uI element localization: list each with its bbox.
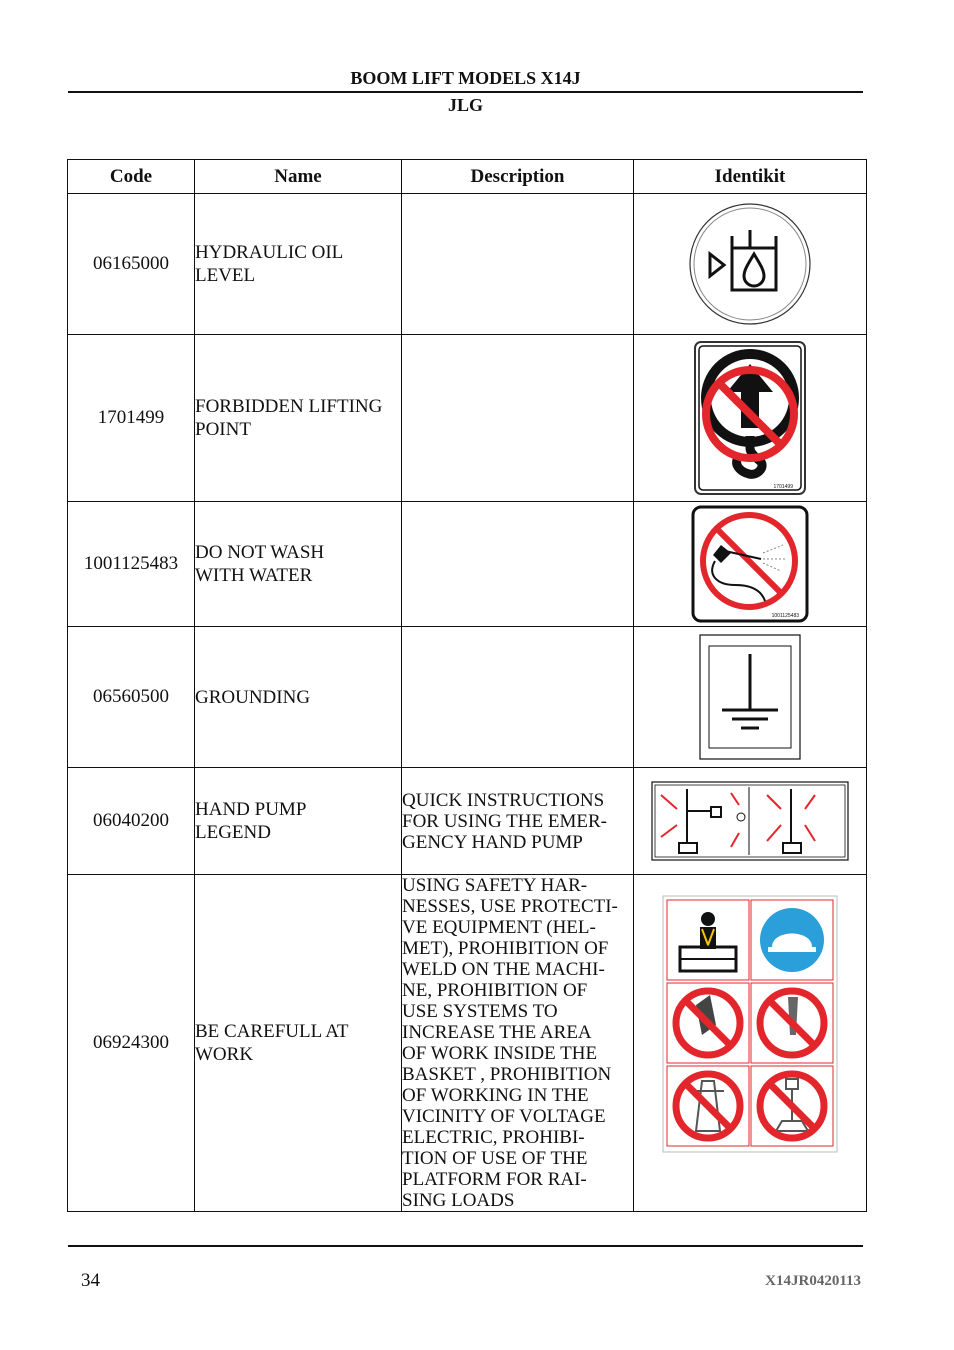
identikit-cell <box>634 502 867 627</box>
description-cell <box>402 194 634 335</box>
hydraulic-oil-level-icon <box>688 202 812 326</box>
name-line: WITH WATER <box>195 565 313 586</box>
description-line: PLATFORM FOR RAI- <box>402 1169 587 1190</box>
code-cell: 1701499 <box>68 335 195 502</box>
name-cell <box>195 194 402 335</box>
decal-table <box>67 159 867 1212</box>
no-water-wash-icon <box>691 505 809 623</box>
footer-rule <box>68 1245 863 1247</box>
brand-name: JLG <box>447 95 483 115</box>
name-line: POINT <box>195 419 251 440</box>
description-cell <box>402 502 634 627</box>
description-line: SING LOADS <box>402 1190 515 1211</box>
code-cell: 1001125483 <box>68 502 195 627</box>
name-cell <box>195 627 402 768</box>
name-line: FORBIDDEN LIFTING <box>195 396 383 417</box>
document-title: BOOM LIFT MODELS X14J <box>350 68 581 88</box>
description-line: NESSES, USE PROTECTI- <box>402 896 618 917</box>
description-line: USING SAFETY HAR- <box>402 875 588 896</box>
name-line: GROUNDING <box>195 686 311 708</box>
name-cell <box>195 875 402 1212</box>
description-line: GENCY HAND PUMP <box>402 831 583 853</box>
code-cell: 06560500 <box>68 627 195 768</box>
description-line: ELECTRIC, PROHIBI- <box>402 1127 585 1148</box>
decal-number: 1001125483 <box>771 613 799 619</box>
forbidden-lifting-point-icon <box>693 340 807 496</box>
column-header-name: Name <box>195 160 402 194</box>
column-header-description: Description <box>402 160 634 194</box>
code-cell: 06924300 <box>68 875 195 1212</box>
table-row <box>68 502 867 627</box>
description-cell <box>402 768 634 875</box>
name-line: DO NOT WASH <box>195 542 325 563</box>
identikit-cell <box>634 335 867 502</box>
name-cell <box>195 768 402 875</box>
decal-number: 1701499 <box>773 484 793 490</box>
document-code: X14JR0420113 <box>765 1273 861 1289</box>
description-line: FOR USING THE EMER- <box>402 810 607 832</box>
description-line: OF WORKING IN THE <box>402 1085 589 1106</box>
identikit-cell <box>634 768 867 875</box>
name-line: BE CAREFULL AT <box>195 1021 349 1042</box>
table-header-row <box>68 160 867 194</box>
safety-pictograms-icon <box>662 895 838 1153</box>
table-row <box>68 627 867 768</box>
name-line: WORK <box>195 1044 254 1065</box>
table-row <box>68 335 867 502</box>
name-line: HYDRAULIC OIL <box>195 242 344 263</box>
table-row <box>68 768 867 875</box>
page-number: 34 <box>81 1270 100 1291</box>
hand-pump-legend-icon <box>651 781 849 861</box>
description-cell <box>402 627 634 768</box>
name-line: LEGEND <box>195 822 271 843</box>
description-line: OF WORK INSIDE THE <box>402 1043 598 1064</box>
code-cell: 06040200 <box>68 768 195 875</box>
name-cell <box>195 502 402 627</box>
grounding-icon <box>699 634 801 760</box>
description-cell <box>402 335 634 502</box>
header-rule <box>68 91 863 93</box>
identikit-cell <box>634 875 867 1212</box>
name-line: LEVEL <box>195 265 256 286</box>
name-cell <box>195 335 402 502</box>
description-line: TION OF USE OF THE <box>402 1148 588 1169</box>
description-line: USE SYSTEMS TO <box>402 1001 558 1022</box>
description-line: BASKET , PROHIBITION <box>402 1064 612 1085</box>
description-line: WELD ON THE MACHI- <box>402 959 605 980</box>
identikit-cell <box>634 194 867 335</box>
code-cell: 06165000 <box>68 194 195 335</box>
table-row <box>68 875 867 1212</box>
table-row <box>68 194 867 335</box>
description-line: NE, PROHIBITION OF <box>402 980 588 1001</box>
column-header-identikit: Identikit <box>634 160 867 194</box>
column-header-code: Code <box>68 160 195 194</box>
description-line: INCREASE THE AREA <box>402 1022 592 1043</box>
description-line: MET), PROHIBITION OF <box>402 938 609 959</box>
identikit-cell <box>634 627 867 768</box>
description-line: VICINITY OF VOLTAGE <box>402 1106 606 1127</box>
description-line: VE EQUIPMENT (HEL- <box>402 917 596 938</box>
description-line: QUICK INSTRUCTIONS <box>402 789 605 811</box>
name-line: HAND PUMP <box>195 799 307 820</box>
description-cell <box>402 875 634 1212</box>
